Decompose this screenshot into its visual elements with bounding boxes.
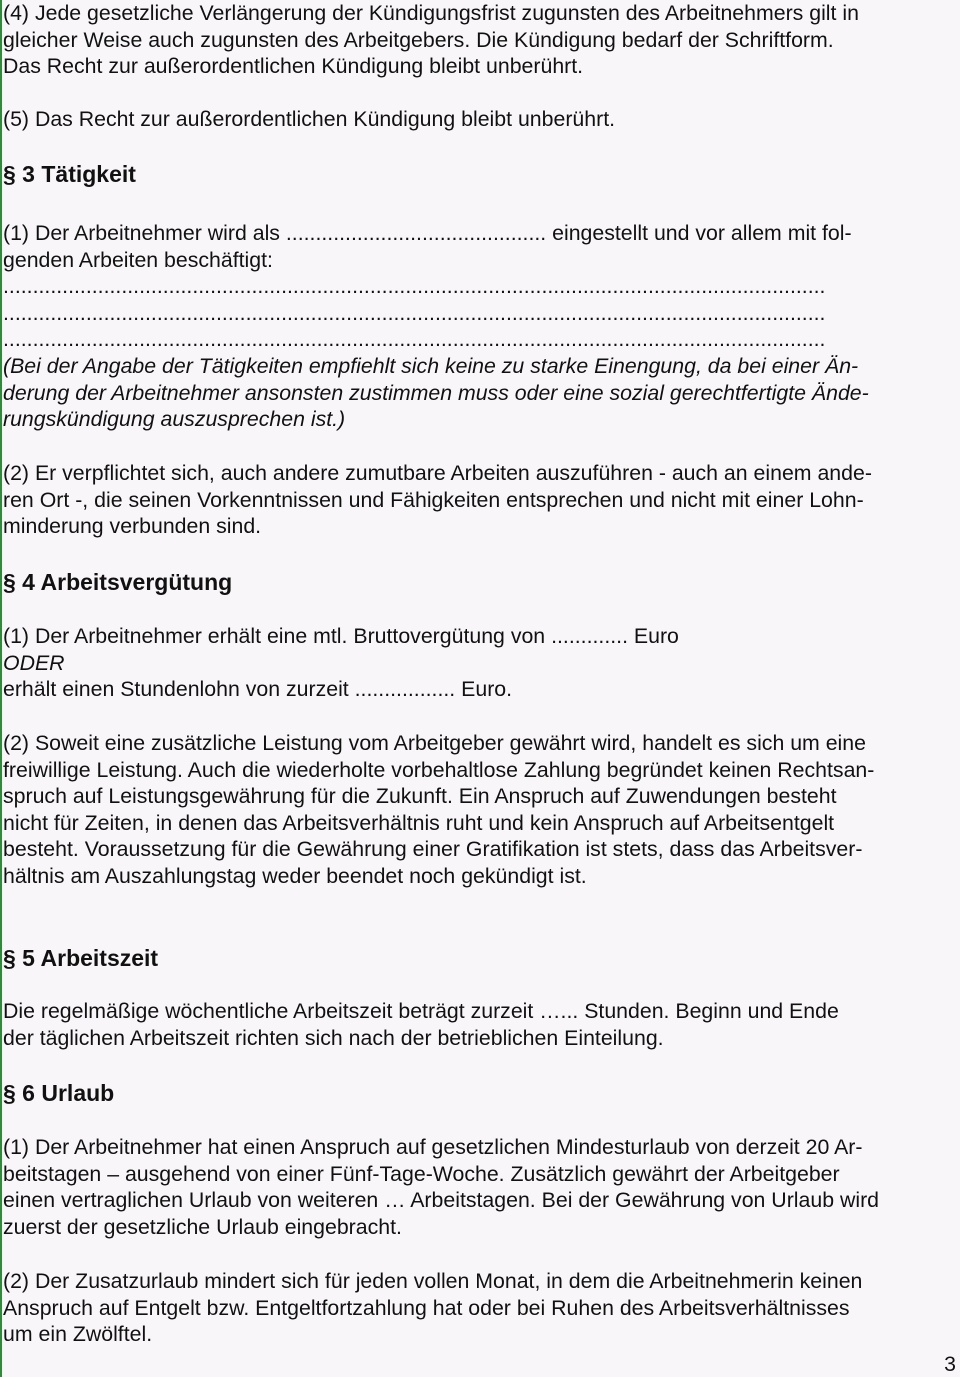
text-line: derung der Arbeitnehmer ansonsten zustimmen muss oder eine sozial gerechtfertigte Ände- — [3, 380, 869, 405]
text-line: gleicher Weise auch zugunsten des Arbeitgebers. Die Kündigung bedarf der Schriftform. — [3, 27, 834, 52]
urlaub-paragraph-2 — [3, 1268, 958, 1348]
text-line: rungskündigung auszusprechen ist.) — [3, 407, 346, 432]
taetigkeit-note — [3, 353, 958, 433]
text-line: (1) Der Arbeitnehmer erhält eine mtl. Bruttovergütung von ............. Euro — [3, 624, 679, 648]
text-line: Die regelmäßige wöchentliche Arbeitszeit beträgt zurzeit …... Stunden. Beginn und Ende — [3, 999, 839, 1023]
text-line: (1) Der Arbeitnehmer hat einen Anspruch auf gesetzlichen Mindesturlaub von derzeit 20 Ar- — [3, 1135, 863, 1159]
text-line: freiwillige Leistung. Auch die wiederholte vorbehaltlose Zahlung begründet keinen Rechtsan- — [3, 757, 875, 782]
verguetung-paragraph-2 — [3, 730, 958, 890]
text-line: (5) Das Recht zur außerordentlichen Kündigung bleibt unberührt. — [3, 107, 616, 131]
text-line: Das Recht zur außerordentlichen Kündigung bleibt unberührt. — [3, 54, 584, 79]
fill-in-line: ........................................................................................................................................... — [3, 300, 826, 325]
text-line: zuerst der gesetzliche Urlaub eingebracht. — [3, 1214, 402, 1239]
text-line: spruch auf Leistungsgewährung für die Zukunft. Ein Anspruch auf Zuwendungen besteht — [3, 784, 837, 809]
heading-arbeitszeit: § 5 Arbeitszeit — [3, 945, 159, 971]
urlaub-paragraph-1 — [3, 1134, 958, 1240]
text-line: besteht. Voraussetzung für die Gewährung einer Gratifikation ist stets, dass das Arbeitsver- — [3, 837, 863, 862]
text-line: ren Ort -, die seinen Vorkenntnissen und Fähigkeiten entsprechen und nicht mit einer Lohn- — [3, 487, 864, 512]
paragraph-4-notice — [3, 0, 958, 80]
paragraph-5-notice — [3, 106, 958, 133]
text-line: (2) Soweit eine zusätzliche Leistung vom Arbeitgeber gewährt wird, handelt es sich um eine — [3, 731, 866, 755]
text-line-oder: ODER — [3, 650, 65, 675]
fill-in-line: ........................................................................................................................................... — [3, 327, 826, 352]
fill-in-line: ........................................................................................................................................... — [3, 274, 826, 299]
left-border — [0, 0, 2, 1377]
text-line: nicht für Zeiten, in denen das Arbeitsverhältnis ruht und kein Anspruch auf Arbeitsentgelt — [3, 810, 835, 835]
text-line: einen vertraglichen Urlaub von weiteren … Arbeitstagen. Bei der Gewährung von Urlaub wird — [3, 1188, 880, 1213]
heading-taetigkeit: § 3 Tätigkeit — [3, 161, 136, 187]
page-number: 3 — [944, 1352, 956, 1376]
text-line: genden Arbeiten beschäftigt: — [3, 247, 273, 272]
verguetung-paragraph-1 — [3, 623, 958, 703]
text-line: (Bei der Angabe der Tätigkeiten empfiehlt sich keine zu starke Einengung, da bei einer Än- — [3, 354, 859, 378]
text-line: beitstagen – ausgehend von einer Fünf-Tage-Woche. Zusätzlich gewährt der Arbeitgeber — [3, 1161, 840, 1186]
text-line: minderung verbunden sind. — [3, 514, 262, 539]
text-line: erhält einen Stundenlohn von zurzeit ................. Euro. — [3, 677, 513, 702]
text-line: Anspruch auf Entgelt bzw. Entgeltfortzahlung hat oder bei Ruhen des Arbeitsverhältnisses — [3, 1295, 850, 1320]
text-line: (2) Er verpflichtet sich, auch andere zumutbare Arbeiten auszuführen - auch an einem ande- — [3, 461, 872, 485]
text-line: (1) Der Arbeitnehmer wird als ............................................ eingestellt und vor allem mit fol- — [3, 221, 852, 245]
text-line: hältnis am Auszahlungstag weder beendet noch gekündigt ist. — [3, 863, 587, 888]
heading-urlaub: § 6 Urlaub — [3, 1080, 115, 1106]
text-line: um ein Zwölftel. — [3, 1322, 153, 1347]
taetigkeit-paragraph-2 — [3, 460, 958, 540]
arbeitszeit-paragraph — [3, 998, 958, 1051]
text-line: (4) Jede gesetzliche Verlängerung der Kündigungsfrist zugunsten des Arbeitnehmers gilt in — [3, 1, 859, 25]
document-page — [3, 0, 958, 1377]
text-line: der täglichen Arbeitszeit richten sich nach der betrieblichen Einteilung. — [3, 1025, 664, 1050]
heading-arbeitsverguetung: § 4 Arbeitsvergütung — [3, 569, 233, 595]
text-line: (2) Der Zusatzurlaub mindert sich für jeden vollen Monat, in dem die Arbeitnehmerin keinen — [3, 1269, 863, 1293]
taetigkeit-paragraph-1 — [3, 220, 958, 353]
